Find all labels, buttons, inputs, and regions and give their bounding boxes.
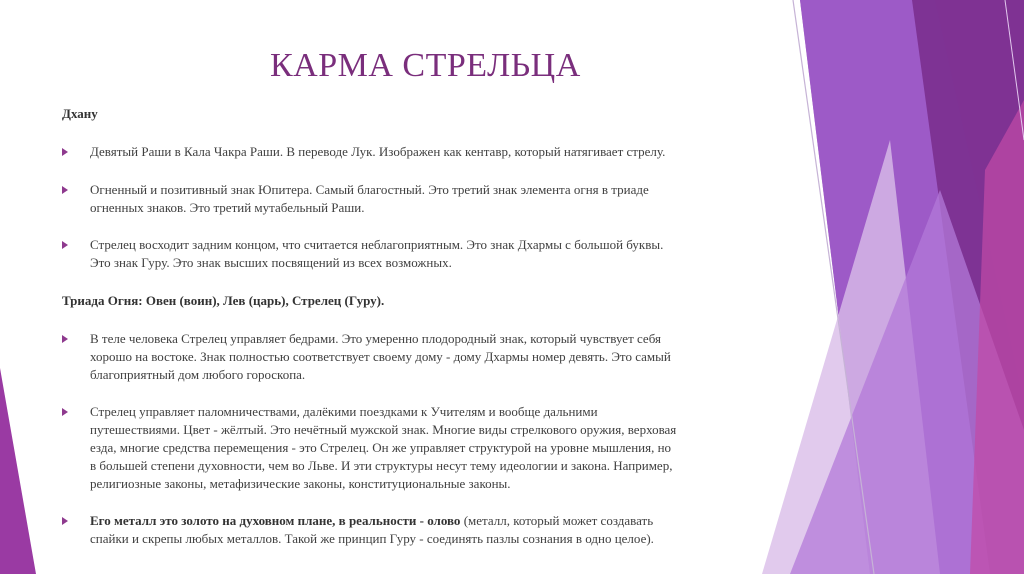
triangle-bullet-icon (62, 517, 68, 525)
bullet-line: Девятый Раши в Кала Чакра Раши. В переводе Лук. Изображен как кентавр, который натягивает стрелу. (90, 144, 666, 159)
bullet-line: Это знак Гуру. Это знак высших посвящений из всех возможных. (90, 255, 452, 270)
triangle-bullet-icon (62, 408, 68, 416)
slide-subtitle: Дхану (62, 106, 98, 121)
bullet-line: религиозные законы, метафизические законы, конституциональные законы. (90, 476, 511, 491)
triangle-bullet-icon (62, 335, 68, 343)
bullet-line: хорошо на востоке. Знак полностью соответствует своему дому - дому Дхармы номер девять. Это самый (90, 349, 671, 364)
metal-bold-text: Его металл это золото на духовном плане, в реальности - олово (90, 513, 461, 528)
bullet-line: благоприятный дом любого гороскопа. (90, 367, 306, 382)
bullet-line: путешествиями. Цвет - жёлтый. Это нечётный мужской знак. Многие виды стрелкового оружия, верховая (90, 422, 677, 437)
bullet-item (62, 512, 782, 548)
triangle-bullet-icon (62, 186, 68, 194)
bullet-line: Стрелец управляет паломничествами, далёкими поездками к Учителям и вообще дальними (90, 404, 598, 419)
bullet-line: спайки и скрепы любых металлов. Такой же принцип Гуру - соединять пазлы сознания в одно целое). (90, 531, 654, 546)
triangle-bullet-icon (62, 241, 68, 249)
triad-heading: Триада Огня: Овен (воин), Лев (царь), Стрелец (Гуру). (62, 293, 385, 308)
bullet-line: огненных знаков. Это третий мутабельный Раши. (90, 200, 365, 215)
bullet-item (62, 143, 782, 161)
bullet-line: в большей степени духовности, чем во Льве. И эти структуры несут тему идеологии и закона. Например, (90, 458, 673, 473)
bullet-line: Огненный и позитивный знак Юпитера. Самый благостный. Это третий знак элемента огня в триаде (90, 182, 649, 197)
metal-rest-text: (металл, который может создавать (460, 513, 654, 528)
bullet-item (62, 403, 782, 493)
bullet-line: Стрелец восходит задним концом, что считается неблагоприятным. Это знак Дхармы с большой буквы. (90, 237, 664, 252)
bullet-item (62, 330, 782, 384)
bullet-item (62, 236, 782, 272)
triangle-bullet-icon (62, 148, 68, 156)
deco-left-triangle (0, 368, 36, 574)
bullet-line: В теле человека Стрелец управляет бедрами. Это умеренно плодородный знак, который чувствует себя (90, 331, 661, 346)
bullet-item (62, 181, 782, 217)
slide-title: КАРМА СТРЕЛЬЦА (270, 47, 581, 84)
bullet-line (90, 512, 782, 530)
bullet-line: езда, многие средства перемещения - это Стрелец. Он же управляет структурой на уровне мышления, но (90, 440, 672, 455)
